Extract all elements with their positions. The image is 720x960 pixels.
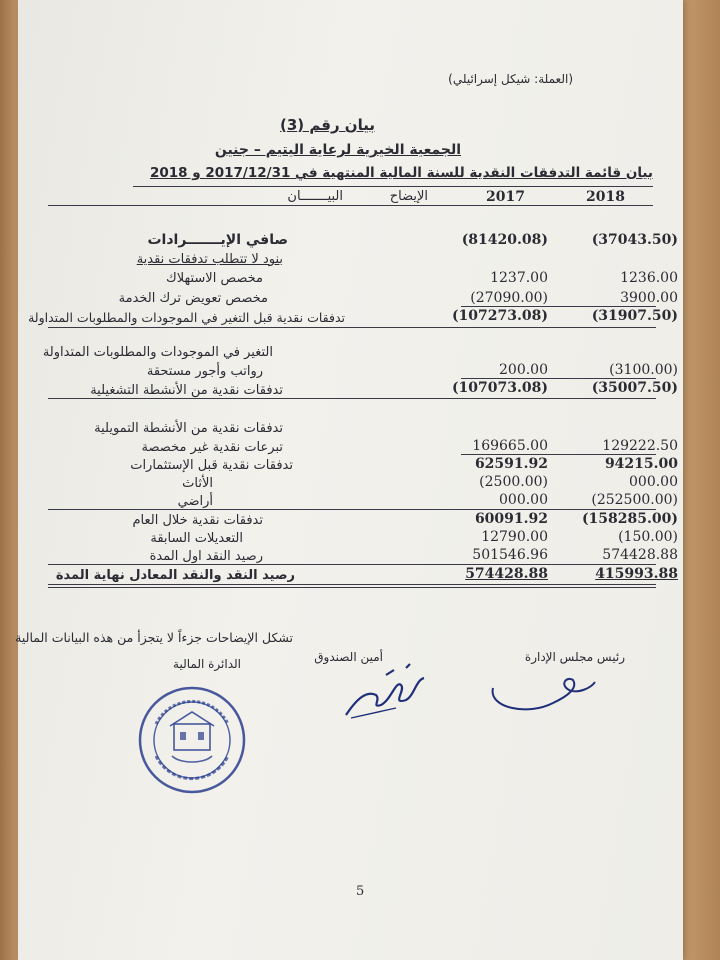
column-header-note: الإيضاح xyxy=(389,189,428,204)
row-value-2017: 169665.00 xyxy=(472,438,548,454)
table-surface-left xyxy=(0,0,18,960)
header-top-rule xyxy=(133,186,653,187)
row-label-cash-before-changes: تدفقات نقدية قبل التغير في الموجودات والمطلوبات المتداولة xyxy=(28,310,345,325)
organization-stamp xyxy=(136,684,248,796)
row-label-accrued-salaries: رواتب وأجور مستحقة xyxy=(146,364,263,379)
total-rule-top xyxy=(48,564,656,565)
header-bottom-rule xyxy=(48,205,653,206)
statement-number: بيان رقم (3) xyxy=(279,116,375,134)
currency-note: (العملة: شيكل إسرائيلي) xyxy=(448,72,573,86)
row-value-2017: 501546.96 xyxy=(472,547,548,563)
row-label-end-of-service: مخصص تعويض ترك الخدمة xyxy=(118,291,268,306)
treasurer-signature xyxy=(336,660,436,725)
row-label-operating-cash-flow: تدفقات نقدية من الأنشطة التشغيلية xyxy=(90,383,283,398)
row-value-2018: 94215.00 xyxy=(604,456,678,472)
column-header-2018: 2018 xyxy=(586,189,625,205)
row-value-2017: (27090.00) xyxy=(470,290,548,306)
row-label-closing-cash: رصيد النقد والنقد المعادل نهاية المدة xyxy=(55,568,295,583)
row-value-2017: 12790.00 xyxy=(481,529,548,545)
total-rule-double xyxy=(48,587,656,588)
row-value-2017: (107073.08) xyxy=(451,380,548,396)
signatory-chairman: رئيس مجلس الإدارة xyxy=(524,650,625,664)
row-value-2018: (3100.00) xyxy=(609,362,678,378)
footer-note: تشكل الإيضاحات جزءاً لا يتجزأ من هذه البيانات المالية xyxy=(15,630,293,645)
row-label-financing-activities: تدفقات نقدية من الأنشطة التمويلية xyxy=(94,421,283,436)
organization-name: الجمعية الخيرية لرعاية اليتيم – جنين xyxy=(214,142,461,158)
page-number: 5 xyxy=(356,884,365,899)
signatory-treasurer: أمين الصندوق xyxy=(314,650,383,664)
row-label-before-investments: تدفقات نقدية قبل الإستثمارات xyxy=(130,458,293,473)
row-value-2018: 129222.50 xyxy=(602,438,678,454)
row-value-2017: 1237.00 xyxy=(490,270,548,286)
row-label-noncash-items: بنود لا تتطلب تدفقات نقدية xyxy=(136,252,283,267)
row-value-2018: 1236.00 xyxy=(620,270,678,286)
chairman-signature xyxy=(483,658,603,718)
row-value-2018: (150.00) xyxy=(618,529,678,545)
subtotal-rule xyxy=(461,306,656,307)
row-value-2018: (35007.50) xyxy=(591,380,678,396)
row-label-land: أراضي xyxy=(177,494,213,509)
row-label-prior-adjustments: التعديلات السابقة xyxy=(150,531,243,546)
row-value-2017: 574428.88 xyxy=(465,566,548,582)
row-value-2017: (81420.08) xyxy=(461,232,548,248)
column-header-description: البيـــــــان xyxy=(287,189,343,204)
row-value-2018: (158285.00) xyxy=(581,511,678,527)
section-rule xyxy=(48,509,656,510)
row-value-2018: (37043.50) xyxy=(591,232,678,248)
row-value-2017: (2500.00) xyxy=(479,474,548,490)
signatory-finance: الدائرة المالية xyxy=(173,657,241,671)
row-label-opening-cash: رصيد النقد اول المدة xyxy=(149,549,263,564)
row-label-net-revenue: صافي الإيـــــــرادات xyxy=(147,232,288,248)
row-value-2018: (252500.00) xyxy=(591,492,678,508)
row-value-2017: 60091.92 xyxy=(474,511,548,527)
row-value-2017: 200.00 xyxy=(499,362,548,378)
section-rule xyxy=(48,398,656,399)
row-value-2018: 000.00 xyxy=(629,474,678,490)
statement-title: بيان قائمة التدفقات النقدية للسنة المالية المنتهية في 2017/12/31 و 2018 xyxy=(149,165,653,181)
row-value-2018: (31907.50) xyxy=(591,308,678,324)
row-label-changes-current: التغير في الموجودات والمطلوبات المتداولة xyxy=(42,345,273,360)
row-label-unrestricted-donations: تبرعات نقدية غير مخصصة xyxy=(141,440,283,455)
row-value-2018: 3900.00 xyxy=(620,290,678,306)
subtotal-rule xyxy=(461,454,656,455)
row-label-cash-during-year: تدفقات نقدية خلال العام xyxy=(132,513,263,528)
row-value-2017: 000.00 xyxy=(499,492,548,508)
total-rule-bottom xyxy=(48,584,656,585)
row-label-depreciation: مخصص الاستهلاك xyxy=(166,271,263,286)
row-value-2017: (107273.08) xyxy=(451,308,548,324)
row-label-furniture: الأثاث xyxy=(182,476,213,491)
row-value-2018: 574428.88 xyxy=(602,547,678,563)
column-header-2017: 2017 xyxy=(486,189,525,205)
document-page xyxy=(15,0,683,960)
row-value-2018: 415993.88 xyxy=(595,566,678,582)
row-value-2017: 62591.92 xyxy=(474,456,548,472)
section-rule xyxy=(48,327,656,328)
table-surface-right xyxy=(680,0,720,960)
subtotal-rule xyxy=(461,378,656,379)
